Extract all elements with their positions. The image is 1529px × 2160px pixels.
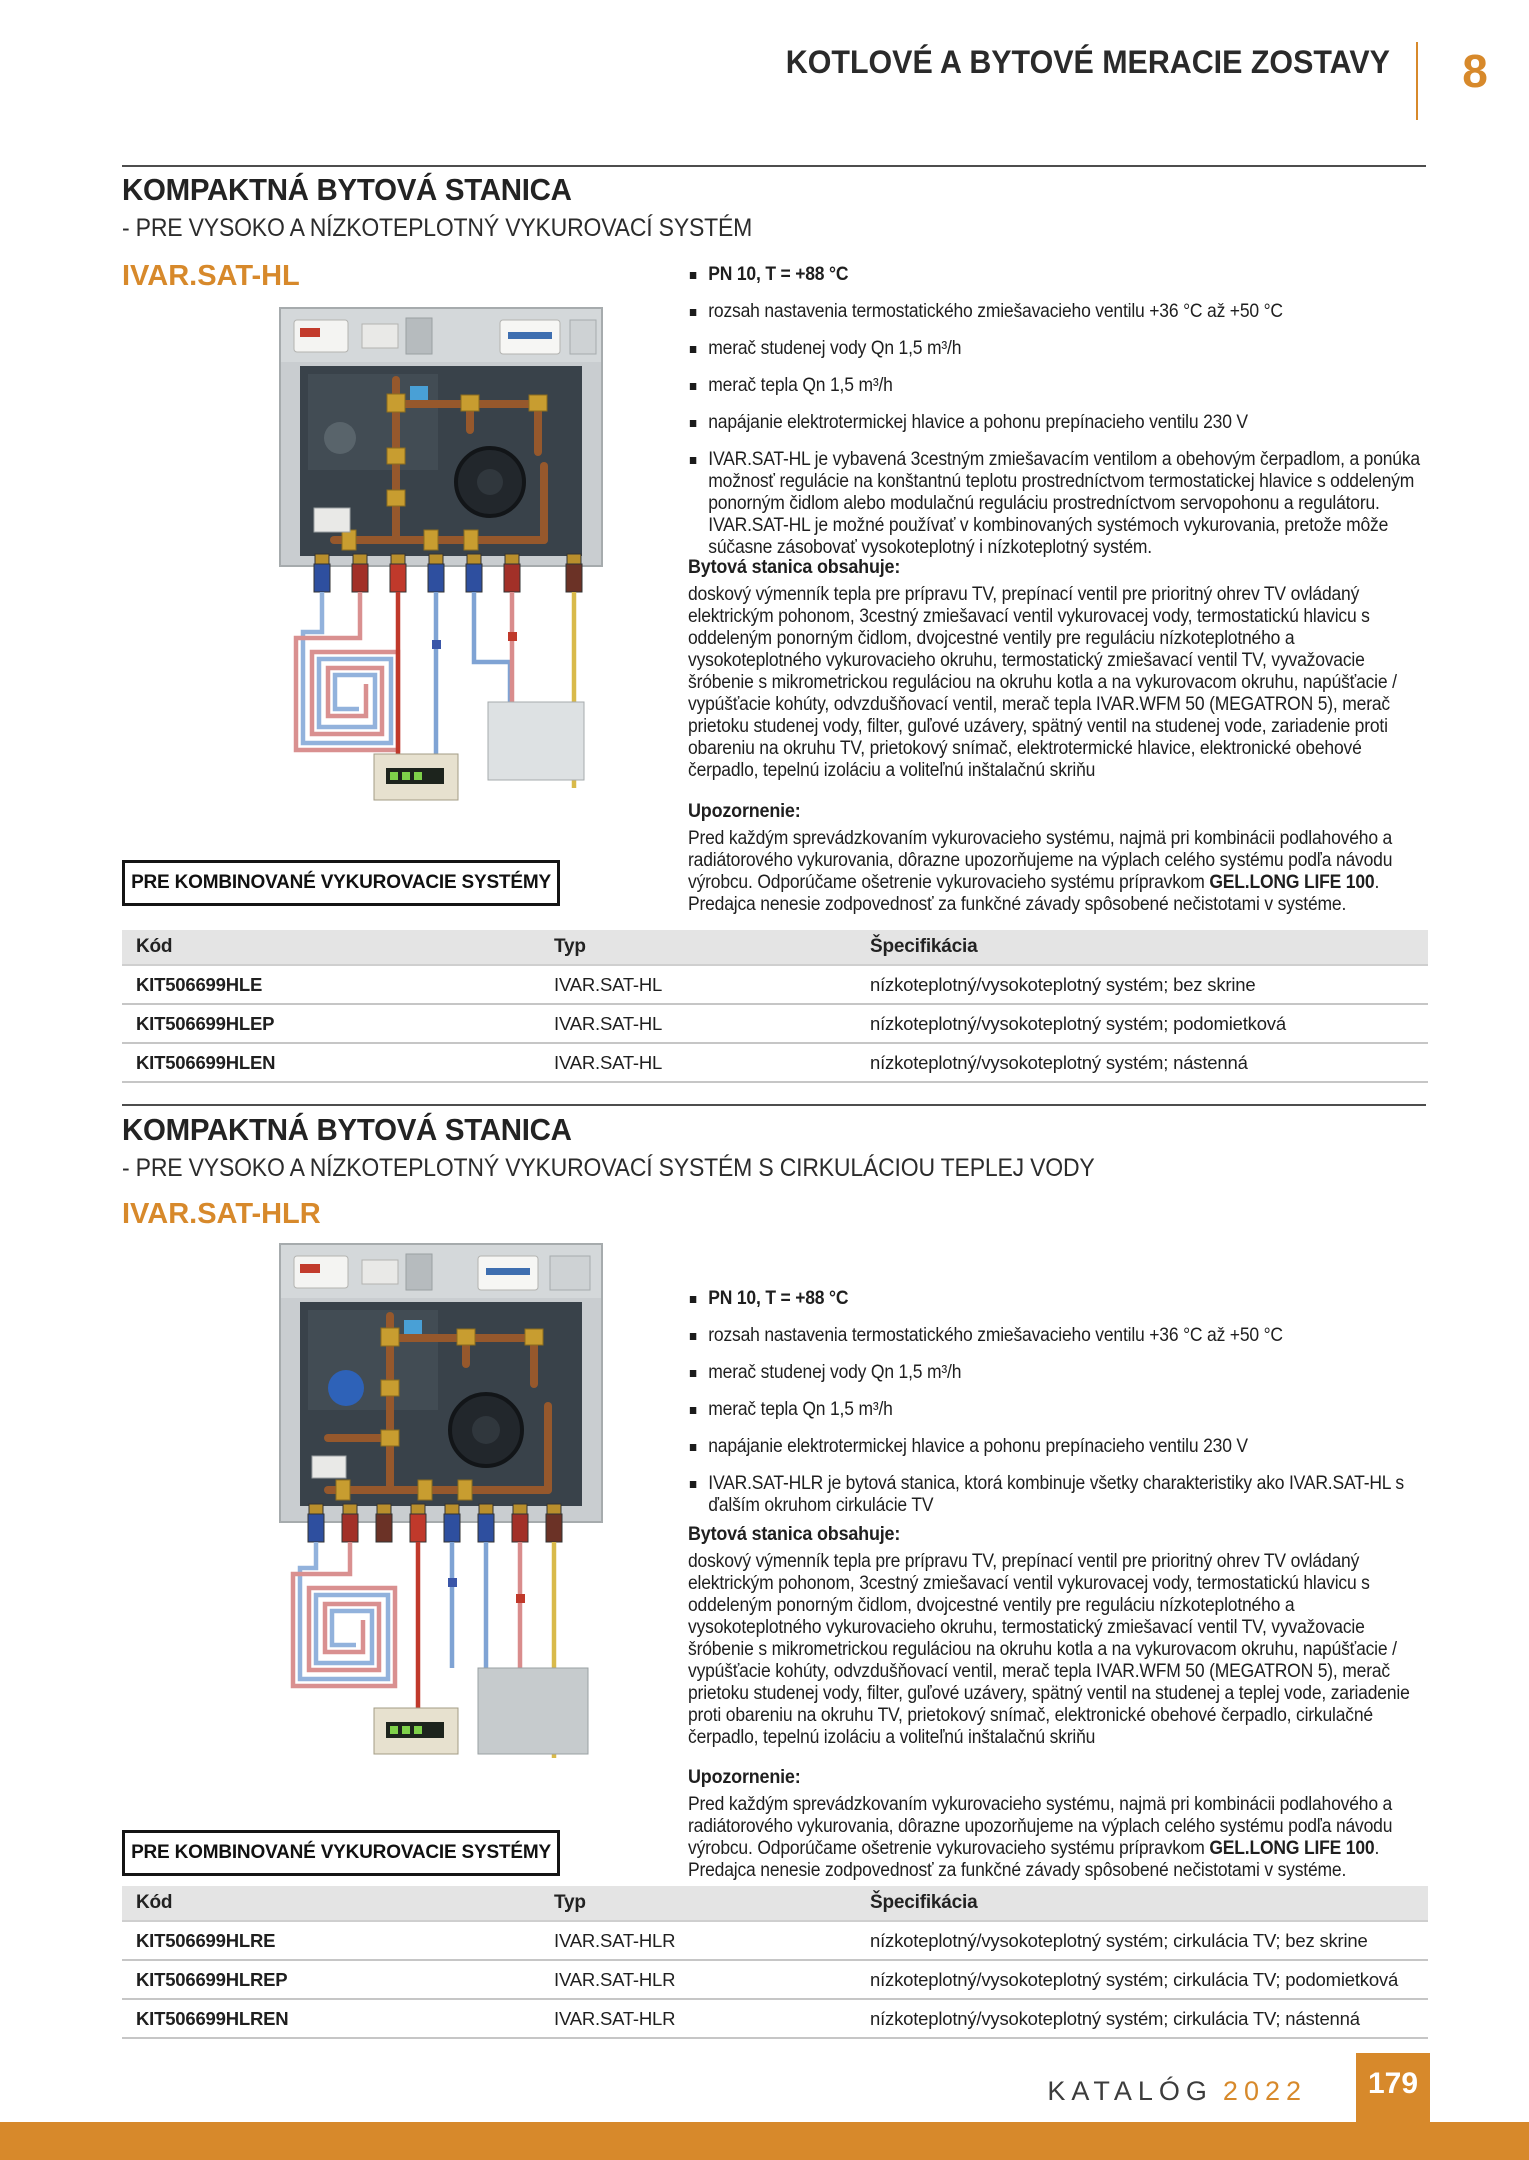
spec-bullet [688, 1399, 1430, 1421]
table-row [122, 1043, 1428, 1082]
bullet-square-icon [690, 1370, 696, 1377]
cell-spec: nízkoteplotný/vysokoteplotný systém; cirkulácia TV; bez skrine [856, 1921, 1428, 1960]
table-header-row [122, 1886, 1428, 1921]
footer-catalog-text: KATALÓG [1047, 2076, 1213, 2106]
footer-bar [0, 2122, 1529, 2160]
cell-spec: nízkoteplotný/vysokoteplotný systém; cirkulácia TV; nástenná [856, 1999, 1428, 2038]
section2-product-table [122, 1886, 1428, 2039]
spec-bullet [688, 301, 1430, 323]
section1-contains-block [688, 556, 1430, 782]
cell-spec: nízkoteplotný/vysokoteplotný systém; nástenná [856, 1043, 1428, 1082]
bullet-square-icon [690, 309, 696, 316]
bullet-square-icon [690, 1296, 696, 1303]
spec-bullet-text: napájanie elektrotermickej hlavice a pohonu prepínacieho ventilu 230 V [708, 412, 1248, 433]
bullet-square-icon [690, 1481, 696, 1488]
notice-text [688, 1794, 1430, 1882]
bullet-square-icon [690, 383, 696, 390]
section1-notice-block [688, 800, 1430, 916]
section2-title: KOMPAKTNÁ BYTOVÁ STANICA [122, 1112, 572, 1147]
contains-text: doskový výmenník tepla pre prípravu TV, prepínací ventil pre prioritný ohrev TV ovládaný elektrickým pohonom, 3cestný zmiešavací ventil vykurovacej vody, termostatickú hlavicu s oddeleným ponorným čidlom, dvojcestné ventily pre reguláciu nízkoteplotného a vysokoteplotného vykurovacieho okruhu, termostatický zmiešavací ventil TV, vyvažovacie šróbenie s mikrometrickou reguláciou na okruhu kotla a na vykurovacom okruhu, napúšťacie / vypúšťacie kohúty, odvzdušňovací ventil, merač tepla IVAR.WFM 50 (MEGATRON 5), merač prietoku studenej vody, filter, guľové uzávery, spätný ventil na studenej a teplej vode, zariadenie proti obareniu na okruhu TV, prietokový snímač, elektronické obehové čerpadlo, cirkulačné čerpadlo, tepelnú izoláciu a voliteľnú inštalačnú skriňu [688, 1551, 1410, 1748]
page-number-tab: 179 [1356, 2053, 1430, 2122]
footer-year: 2022 [1222, 2076, 1307, 2106]
section2-rule [122, 1104, 1426, 1106]
page-header-title: KOTLOVÉ A BYTOVÉ MERACIE ZOSTAVY [785, 44, 1390, 80]
spec-bullet [688, 264, 1430, 286]
spec-bullet [688, 375, 1430, 397]
contains-heading: Bytová stanica obsahuje: [688, 556, 901, 578]
table-row [122, 965, 1428, 1004]
contains-text: doskový výmenník tepla pre prípravu TV, prepínací ventil pre prioritný ohrev TV ovládaný elektrickým pohonom, 3cestný zmiešavací ventil vykurovacej vody, termostatickú hlavicu s oddeleným ponorným čidlom, dvojcestné ventily pre reguláciu nízkoteplotného a vysokoteplotného vykurovacieho okruhu, termostatický zmiešavací ventil TV, vyvažovacie šróbenie s mikrometrickou reguláciou na okruhu kotla a na vykurovacom okruhu, napúšťacie / vypúšťacie kohúty, odvzdušňovací ventil, merač tepla IVAR.WFM 50 (MEGATRON 5), merač prietoku studenej vody, filter, guľové uzávery, spätný ventil na studenej vode, zariadenie proti obareniu na okruhu TV, prietokový snímač, elektrotermické hlavice, elektronické obehové čerpadlo, tepelnú izoláciu a voliteľnú inštalačnú skriňu [688, 584, 1397, 781]
spec-bullet-text: napájanie elektrotermickej hlavice a pohonu prepínacieho ventilu 230 V [708, 1436, 1248, 1457]
section1-rule [122, 165, 1426, 167]
chapter-number: 8 [1462, 45, 1488, 97]
spec-bullet [688, 1288, 1430, 1310]
col-header-typ: Typ [540, 930, 856, 965]
table-row [122, 1960, 1428, 1999]
spec-bullet-text: merač tepla Qn 1,5 m³/h [708, 1399, 893, 1420]
col-header-typ: Typ [540, 1886, 856, 1921]
section1-product-table [122, 930, 1428, 1083]
cell-type: IVAR.SAT-HL [540, 1043, 856, 1082]
combined-systems-banner: PRE KOMBINOVANÉ VYKUROVACIE SYSTÉMY [122, 860, 560, 906]
spec-bullet [688, 1436, 1430, 1458]
table-row [122, 1004, 1428, 1043]
section2-subtitle: - PRE VYSOKO A NÍZKOTEPLOTNÝ VYKUROVACÍ SYSTÉM S CIRKULÁCIOU TEPLEJ VODY [122, 1154, 1095, 1182]
cell-type: IVAR.SAT-HLR [540, 1921, 856, 1960]
notice-text-post: . Predajca nenesie zodpovednosť za funkčné závady spôsobené nečistotami v systéme. [688, 872, 1380, 915]
spec-bullet-text: PN 10, T = +88 °C [708, 1288, 849, 1309]
notice-heading: Upozornenie: [688, 1766, 801, 1788]
bullet-square-icon [690, 272, 696, 279]
col-header-specifikacia: Špecifikácia [856, 930, 1428, 965]
spec-bullet-text: merač studenej vody Qn 1,5 m³/h [708, 1362, 962, 1383]
cell-code: KIT506699HLEP [122, 1004, 540, 1043]
spec-bullet [688, 412, 1430, 434]
cell-type: IVAR.SAT-HL [540, 965, 856, 1004]
product-photo-sat-hl [278, 302, 608, 807]
section1-title: KOMPAKTNÁ BYTOVÁ STANICA [122, 172, 572, 207]
spec-bullet [688, 1362, 1430, 1384]
bullet-square-icon [690, 1407, 696, 1414]
header-divider [1416, 42, 1418, 120]
sat-hlr-illustration [278, 1238, 608, 1798]
notice-text [688, 828, 1430, 916]
col-header-specifikacia: Špecifikácia [856, 1886, 1428, 1921]
section1-subtitle: - PRE VYSOKO A NÍZKOTEPLOTNÝ VYKUROVACÍ SYSTÉM [122, 214, 753, 242]
bullet-square-icon [690, 420, 696, 427]
spec-bullet [688, 449, 1430, 559]
cell-code: KIT506699HLEN [122, 1043, 540, 1082]
section1-product-name: IVAR.SAT-HL [122, 260, 300, 292]
spec-bullet [688, 1325, 1430, 1347]
notice-text-post: . Predajca nenesie zodpovednosť za funkčné závady spôsobené nečistotami v systéme. [688, 1838, 1380, 1881]
sat-hl-illustration [278, 302, 608, 802]
table-header-row [122, 930, 1428, 965]
section2-product-name: IVAR.SAT-HLR [122, 1198, 321, 1230]
cell-code: KIT506699HLREP [122, 1960, 540, 1999]
cell-type: IVAR.SAT-HLR [540, 1999, 856, 2038]
spec-bullet-text: rozsah nastavenia termostatického zmiešavacieho ventilu +36 °C až +50 °C [708, 301, 1283, 322]
table-row [122, 1921, 1428, 1960]
col-header-kod: Kód [122, 930, 540, 965]
notice-heading: Upozornenie: [688, 800, 801, 822]
notice-text-pre: Pred každým sprevádzkovaním vykurovacieho systému, najmä pri kombinácii podlahového a radiátorového vykurovania, dôrazne upozorňujeme na výplach celého systému podľa návodu výrobcu. Odporúčame ošetrenie vykurovacieho systému prípravkom [688, 1794, 1393, 1859]
footer-catalog-label [1047, 2076, 1307, 2107]
spec-bullet [688, 338, 1430, 360]
bullet-square-icon [690, 457, 696, 464]
bullet-square-icon [690, 1333, 696, 1340]
bullet-square-icon [690, 1444, 696, 1451]
col-header-kod: Kód [122, 1886, 540, 1921]
cell-code: KIT506699HLE [122, 965, 540, 1004]
section2-contains-block [688, 1523, 1430, 1749]
bullet-square-icon [690, 346, 696, 353]
spec-bullet-text: merač studenej vody Qn 1,5 m³/h [708, 338, 962, 359]
cell-spec: nízkoteplotný/vysokoteplotný systém; bez skrine [856, 965, 1428, 1004]
spec-bullet-text: PN 10, T = +88 °C [708, 264, 849, 285]
spec-bullet-text: merač tepla Qn 1,5 m³/h [708, 375, 893, 396]
contains-heading: Bytová stanica obsahuje: [688, 1523, 901, 1545]
cell-spec: nízkoteplotný/vysokoteplotný systém; podomietková [856, 1004, 1428, 1043]
section2-notice-block [688, 1766, 1430, 1882]
cell-code: KIT506699HLREN [122, 1999, 540, 2038]
combined-systems-banner: PRE KOMBINOVANÉ VYKUROVACIE SYSTÉMY [122, 1830, 560, 1876]
notice-text-pre: Pred každým sprevádzkovaním vykurovacieho systému, najmä pri kombinácii podlahového a radiátorového vykurovania, dôrazne upozorňujeme na výplach celého systému podľa návodu výrobcu. Odporúčame ošetrenie vykurovacieho systému prípravkom [688, 828, 1393, 893]
cell-code: KIT506699HLRE [122, 1921, 540, 1960]
table-row [122, 1999, 1428, 2038]
product-photo-sat-hlr [278, 1238, 608, 1803]
cell-type: IVAR.SAT-HL [540, 1004, 856, 1043]
section1-spec-list [688, 264, 1430, 574]
notice-text-bold: GEL.LONG LIFE 100 [1209, 1838, 1375, 1859]
spec-bullet [688, 1473, 1430, 1517]
section2-spec-list [688, 1288, 1430, 1532]
cell-spec: nízkoteplotný/vysokoteplotný systém; cirkulácia TV; podomietková [856, 1960, 1428, 1999]
spec-bullet-text: IVAR.SAT-HLR je bytová stanica, ktorá kombinuje všetky charakteristiky ako IVAR.SAT-HL s ďalším okruhom cirkulácie TV [708, 1473, 1404, 1516]
spec-bullet-text: IVAR.SAT-HL je vybavená 3cestným zmiešavacím ventilom a obehovým čerpadlom, a ponúka možnosť regulácie na konštantnú teplotu prostredníctvom termostatickej hlavice s oddeleným ponorným čidlom alebo modulačnú reguláciu prostredníctvom servopohonu a regulátoru. IVAR.SAT-HL je možné používať v kombinovaných systémoch vykurovania, pretože môže súčasne zásobovať vysokoteplotný i nízkoteplotný systém. [708, 449, 1420, 558]
cell-type: IVAR.SAT-HLR [540, 1960, 856, 1999]
spec-bullet-text: rozsah nastavenia termostatického zmiešavacieho ventilu +36 °C až +50 °C [708, 1325, 1283, 1346]
notice-text-bold: GEL.LONG LIFE 100 [1209, 872, 1375, 893]
